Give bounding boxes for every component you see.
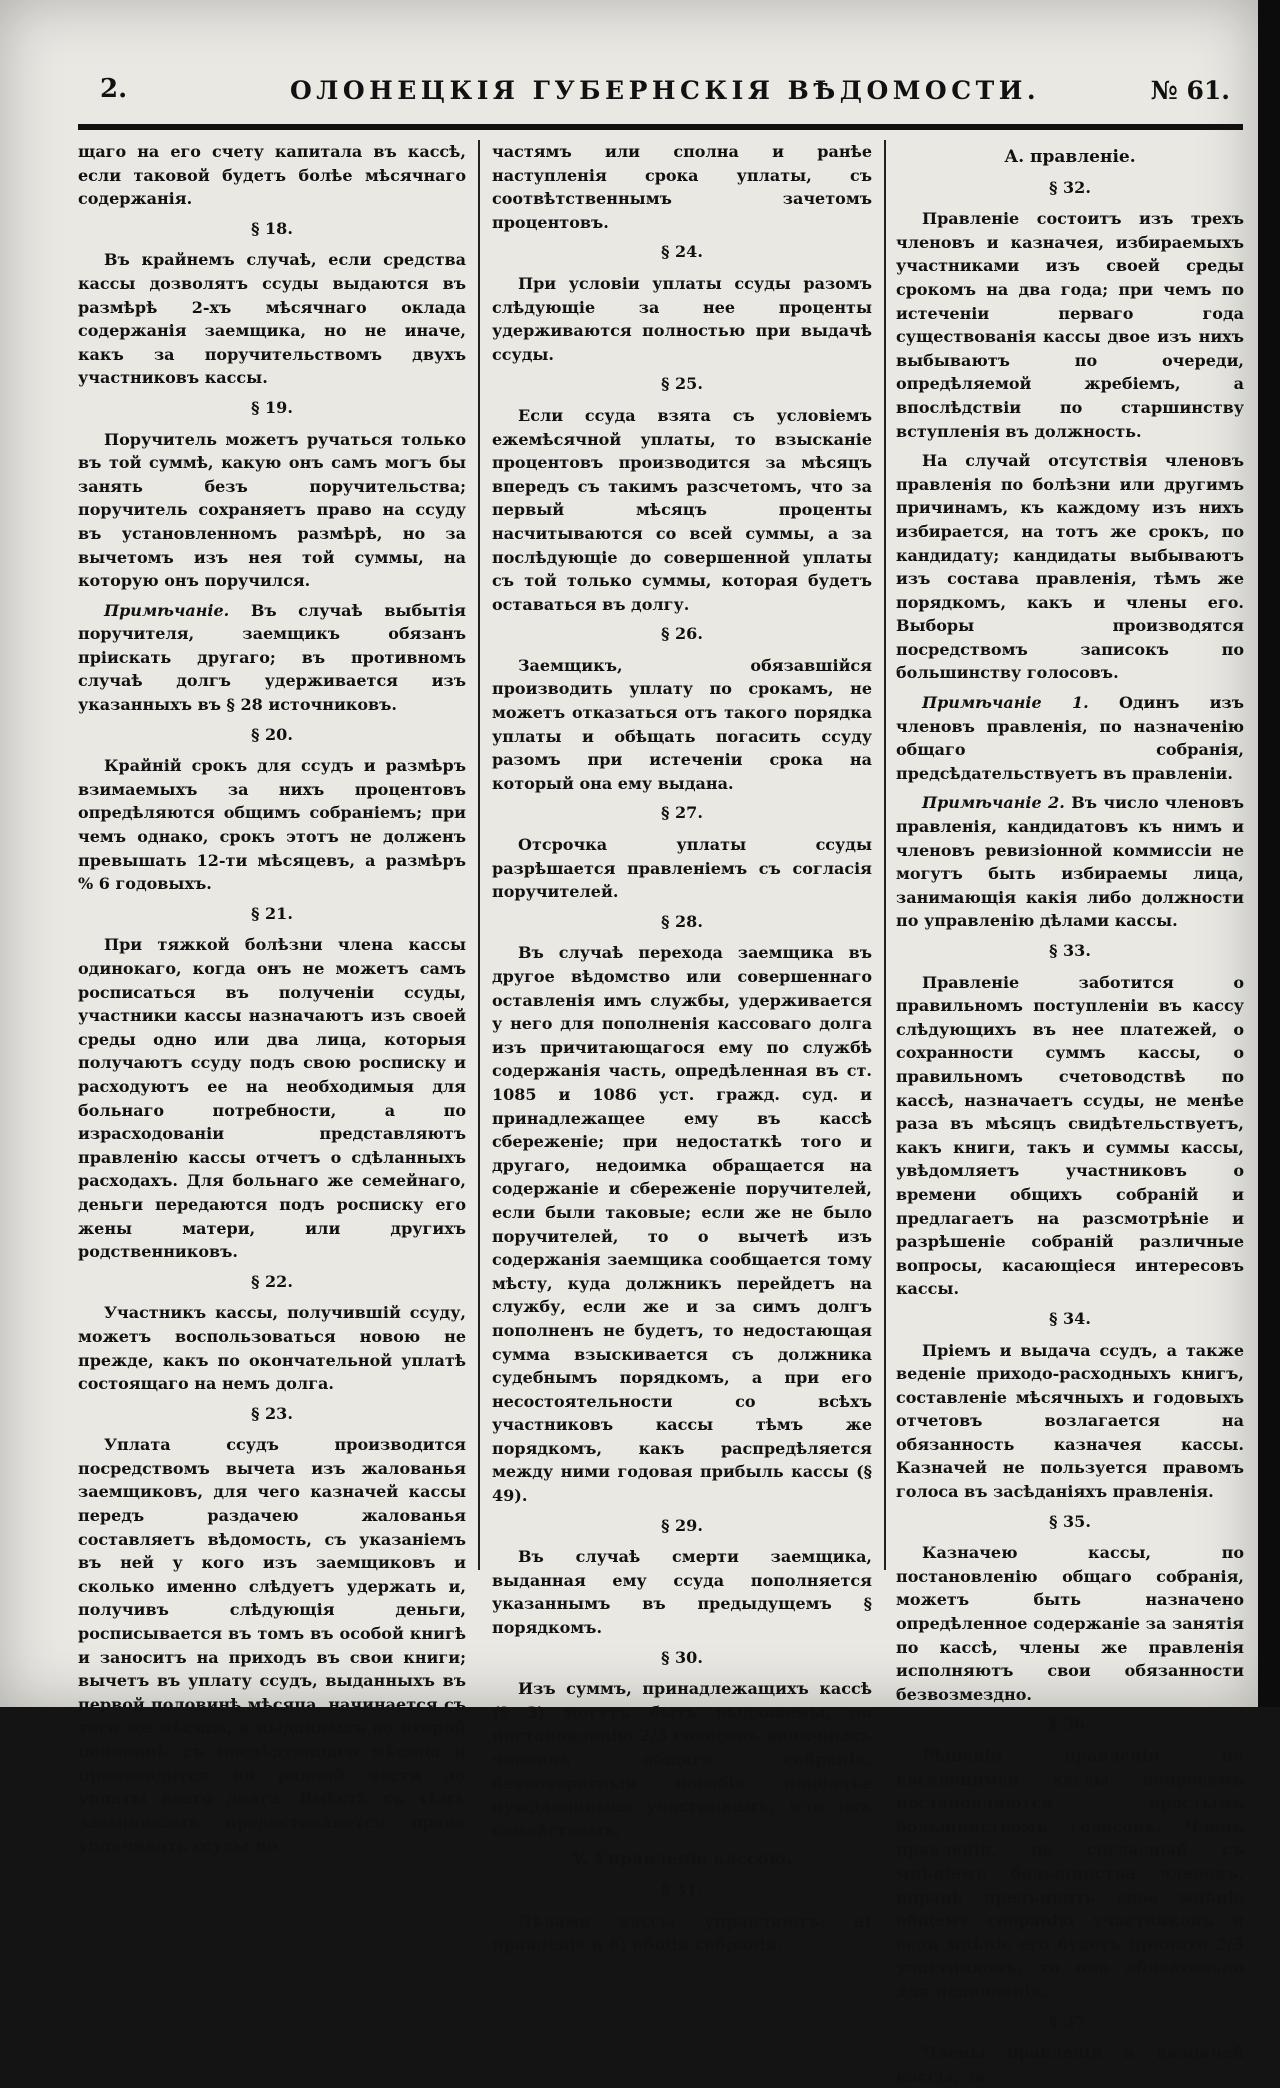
issue-number: № 61. [1150,76,1230,105]
section-number: § 28. [661,911,703,931]
paragraph: Уплата ссудъ производится посредствомъ вычета изъ жалованья заемщиковъ, для чего казначей кассы передъ раздачею жалованья составляетъ вѣдомость, съ указаніемъ въ ней у кого изъ заемщиковъ и сколько именно слѣдуетъ удержать и, получивъ слѣдующія деньги, росписывается въ томъ въ особой книгѣ и заноситъ на приходъ въ свои книги; вычетъ въ уплату ссудъ, выданныхъ въ первой половинѣ мѣсяца, начинается съ того же мѣсяца, а выданныхъ во второй половинѣ съ послѣдующаго мѣсяца и производится по равной части до уплаты всего долга. Вмѣстѣ съ тѣмъ заемщикамъ предоставляется право уплачивать ссуды по [78,1435,466,1856]
note-label: Примѣчаніе. [104,600,230,620]
paragraph: Заемщикъ, обязавшійся производить уплату по срокамъ, не можетъ отказаться отъ такого порядка уплаты и обѣщать погасить ссуду разомъ при истеченіи срока на который она ему выдана. [492,655,872,793]
section-number: § 25. [661,374,703,394]
note-text: Одинъ изъ членовъ правленія, по назначенію общаго собранія, предсѣдательствуетъ въ правленіи. [896,693,1245,783]
section-number: § 37. [1049,2011,1091,2031]
paragraph: Члены правленія и казначей кассы, за [896,2043,1244,2086]
section-number: § 24. [661,242,703,262]
paragraph: Поручитель можетъ ручаться только въ той суммѣ, какую онъ самъ могъ бы занять безъ поручительства; поручитель сохраняетъ право на ссуду въ установленномъ размѣрѣ, но за вычетомъ изъ нея той суммы, на которую онъ поручился. [78,429,466,591]
newspaper-title: ОЛОНЕЦКІЯ ГУБЕРНСКІЯ ВѢДОМОСТИ. [289,76,1041,105]
section-number: § 26. [661,624,703,644]
section-number: § 29. [661,1515,703,1535]
section-number: § 35. [1049,1511,1091,1531]
masthead [90,72,1240,112]
section-number: § 31. [661,1879,703,1899]
paragraph: Рѣшенія правленія по касающимся кассы вопросамъ постановляются простымъ большинствомъ голосовъ. Членъ правленія, не согласный съ мнѣніемъ большинства членовъ, вправѣ предъявить свое мнѣніе общему собранію участниковъ и если мнѣніе его будетъ принято 2/3 участниковъ, то оно обязательно для исполненія. [896,1746,1244,2001]
page-number: 2. [100,74,128,104]
paragraph: Дѣлами кассы управляютъ: а) правленіе и б) общія собранія. [492,1911,872,1955]
paragraph: Участникъ кассы, получившій ссуду, можетъ воспользоваться новою не прежде, какъ по окончательной уплатѣ состоящаго на немъ долга. [78,1303,466,1394]
section-number: § 33. [1049,941,1091,960]
section-number: § 18. [251,218,293,238]
section-number: § 30. [661,1647,703,1667]
subheading: А. правленіе. [1004,147,1136,167]
note-paragraph [896,791,1244,933]
column-1 [78,140,466,1856]
paragraph: Если ссуда взята съ условіемъ ежемѣсячной уплаты, то взысканіе процентовъ производится за мѣсяцъ впередъ съ такимъ разсчетомъ, что за первый мѣсяцъ проценты насчитываются со всей суммы, а за послѣдующіе до совершенной уплаты съ той только суммы, которая будетъ оставаться въ долгу. [492,405,872,614]
paragraph: При тяжкой болѣзни члена кассы одинокаго, когда онъ не можетъ самъ росписаться въ полученіи ссуды, участники кассы назначаютъ изъ своей среды одно или два лица, которыя получаютъ ссуду подъ свою росписку и расходуютъ ее на необходимыя для больнаго потребности, а по израсходованіи представляютъ правленію кассы отчетъ о сдѣланныхъ расходахъ. Для больнаго же семейнаго, деньги передаются подъ росписку его жены матери, или другихъ родственниковъ. [78,935,466,1262]
note-label: Примѣчаніе 1. [922,693,1089,713]
section-number: § 21. [251,903,293,923]
note-label: Примѣчаніе 2. [922,793,1065,813]
paragraph: Правленіе заботится о правильномъ поступленіи въ кассу слѣдующихъ въ нее платежей, о сохранности суммъ кассы, о правильномъ счетоводствѣ по кассѣ, назначаетъ ссуды, не менѣе раза въ мѣсяцъ свидѣтельствуетъ, какъ книги, такъ и суммы кассы, увѣдомляетъ участниковъ о времени общихъ собраній и предлагаетъ на разсмотрѣніе и разрѣшеніе собраній различные вопросы, касающіеся интересовъ кассы. [896,972,1244,1299]
paragraph: щаго на его счету капитала въ кассѣ, если таковой будетъ болѣе мѣсячнаго содержанія. [78,142,466,209]
column-divider [884,140,886,1570]
section-number: § 27. [661,803,703,823]
paragraph: При условіи уплаты ссуды разомъ слѣдующіе за нее проценты удерживаются полностью при выдачѣ ссуды. [492,273,872,364]
section-number: § 20. [251,724,293,744]
column-divider [478,140,480,1570]
section-number: § 19. [251,397,293,417]
paragraph: Правленіе состоитъ изъ трехъ членовъ и казначея, избираемыхъ участниками изъ своей среды срокомъ на два года; при чемъ по истеченіи перваго года существованія кассы двое изъ нихъ выбываютъ по очереди, опредѣляемой жребіемъ, а впослѣдствіи по старшинству вступленія въ должность. [896,209,1244,441]
paragraph: Изъ суммъ, принадлежащихъ кассѣ (§ 3) могутъ быть выдаваемы, по постановленію 2/3 голосовъ наличныхъ членовъ общаго собранія, безвозвратныя пособія наиболѣе нуждающимся участникамъ, или ихъ семействамъ. [492,1679,872,1840]
section-number: § 36. [1049,1714,1091,1734]
paragraph: Казначею кассы, по постановленію общаго собранія, можетъ быть назначено опредѣленное содержаніе за занятія по кассѣ, члены же правленія исполняютъ свои обязанности безвозмездно. [896,1543,1244,1704]
paragraph: Въ случаѣ перехода заемщика въ другое вѣдомство или совершеннаго оставленія имъ службы, удерживается у него для пополненія кассоваго долга изъ причитающагося ему по службѣ содержанія часть, опредѣленная въ ст. 1085 и 1086 уст. гражд. суд. и принадлежащее ему въ кассѣ сбереженіе; при недостаткѣ того и другаго, недоимка обращается на содержаніе и сбереженіе поручителей, если были таковые; если же не было поручителей, то о вычетѣ изъ содержанія заемщика сообщается тому мѣсту, куда должникъ перейдетъ на службу, если же и за симъ долгъ пополненъ не будетъ, то недостающая сумма взыскивается съ должника судебнымъ порядкомъ, а при его несостоятельности со всѣхъ участниковъ кассы тѣмъ же порядкомъ, какъ распредѣляется между ними годовая прибыль кассы (§ 49). [492,943,872,1506]
note-paragraph [78,599,466,717]
paragraph: Отсрочка уплаты ссуды разрѣшается правленіемъ съ согласія поручителей. [492,835,872,902]
section-number: § 23. [251,1403,293,1423]
note-text: Въ случаѣ выбытія поручителя, заемщикъ обязанъ пріискать другаго; въ противномъ случаѣ долгъ удерживается изъ указанныхъ въ § 28 источниковъ. [78,600,466,715]
column-2 [492,140,872,1955]
paragraph: частямъ или сполна и ранѣе наступленія срока уплаты, съ соотвѣтственнымъ зачетомъ процентовъ. [492,142,872,232]
note-paragraph [896,691,1244,785]
chapter-heading: V. Управленіе кассою. [571,1849,793,1870]
paragraph: Въ случаѣ смерти заемщика, выданная ему ссуда пополняется указаннымъ въ предыдущемъ § порядкомъ. [492,1547,872,1638]
section-number: § 34. [1049,1308,1091,1328]
note-text: Въ число членовъ правленія, кандидатовъ къ нимъ и членовъ ревизіонной коммиссіи не могутъ быть избираемы лица, занимающія какія либо должности по управленію дѣлами кассы. [896,793,1244,931]
section-number: § 32. [1049,177,1091,197]
paragraph: Пріемъ и выдача ссудъ, а также веденіе приходо-расходныхъ книгъ, составленіе мѣсячныхъ и годовыхъ отчетовъ возлагается на обязанность казначея кассы. Казначей не пользуется правомъ голоса въ засѣданіяхъ правленія. [896,1340,1244,1502]
section-number: § 22. [251,1271,293,1291]
page-edge-shadow [1258,0,1280,1707]
column-3 [896,140,1245,2086]
masthead-rule [78,124,1243,130]
paragraph: На случай отсутствія членовъ правленія по болѣзни или другимъ причинамъ, къ каждому изъ нихъ избирается, на тотъ же срокъ, по кандидату; кандидаты выбываютъ изъ состава правленія, тѣмъ же порядкомъ, какъ и члены его. Выборы производятся посредствомъ записокъ по большинству голосовъ. [896,451,1244,683]
paragraph: Крайній срокъ для ссудъ и размѣръ взимаемыхъ за нихъ процентовъ опредѣляются общимъ собраніемъ; при чемъ однако, срокъ этотъ не долженъ превышать 12-ти мѣсяцевъ, а размѣръ % 6 годовыхъ. [78,756,466,894]
paragraph: Въ крайнемъ случаѣ, если средства кассы дозволятъ ссуды выдаются въ размѣрѣ 2-хъ мѣсячнаго оклада содержанія заемщика, но не иначе, какъ за поручительствомъ двухъ участниковъ кассы. [78,250,466,388]
